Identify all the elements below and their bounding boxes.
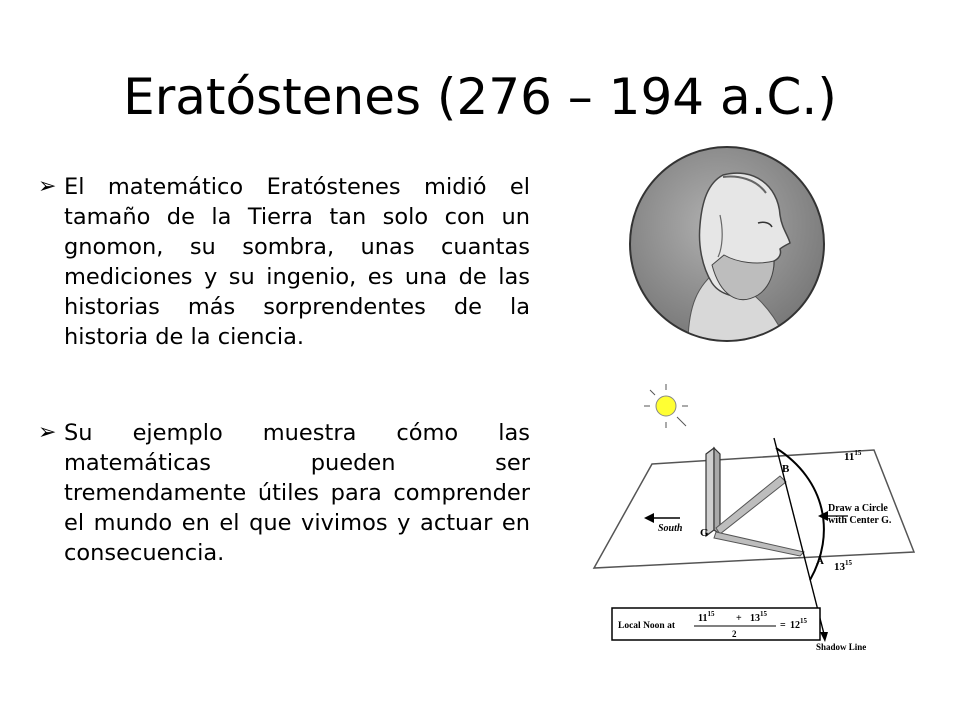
slide-title: Eratóstenes (276 – 194 a.C.) bbox=[123, 68, 837, 126]
point-g-label: G bbox=[700, 527, 709, 539]
sun-icon bbox=[644, 384, 688, 428]
bullet-1-text: El matemático Eratóstenes midió el tamaño de la Tierra tan solo con un gnomon, su sombra, unas cuantas mediciones y su ingenio, es una de las historias más sorprendentes de la historia de la ciencia. bbox=[64, 174, 530, 350]
time-a-label: $13^{15}$ bbox=[834, 559, 852, 573]
gnomon-shadow-diagram bbox=[590, 384, 930, 656]
draw-circle-label-2: with Center G. bbox=[828, 515, 892, 526]
fraction-numerator-a: $11^{15}$ bbox=[698, 610, 715, 624]
south-label: South bbox=[658, 523, 683, 534]
noon-label: Local Noon at bbox=[618, 621, 675, 631]
equals-sign: = bbox=[780, 620, 786, 631]
point-b-label: B bbox=[782, 463, 790, 475]
arrow-bullet-icon: ➢ bbox=[38, 174, 57, 199]
time-b-label: $11^{15}$ bbox=[844, 449, 862, 463]
bullet-2-text: Su ejemplo muestra cómo las matemáticas pueden ser tremendamente útiles para comprender el mundo en el que vivimos y actuar en consecuencia. bbox=[64, 420, 530, 566]
noon-result: $12^{15}$ bbox=[790, 617, 807, 631]
arrow-bullet-icon: ➢ bbox=[38, 420, 57, 445]
fraction-denominator: 2 bbox=[732, 629, 737, 639]
bullet-1 bbox=[38, 172, 530, 352]
fraction-numerator-b: $13^{15}$ bbox=[750, 610, 767, 624]
draw-circle-label-1: Draw a Circle bbox=[828, 503, 888, 514]
shadow-line-label: Shadow Line bbox=[816, 642, 867, 652]
eratosthenes-portrait bbox=[628, 145, 826, 343]
bullet-2 bbox=[38, 418, 530, 568]
plus-sign: + bbox=[736, 613, 742, 624]
point-a-label: A bbox=[816, 555, 824, 567]
